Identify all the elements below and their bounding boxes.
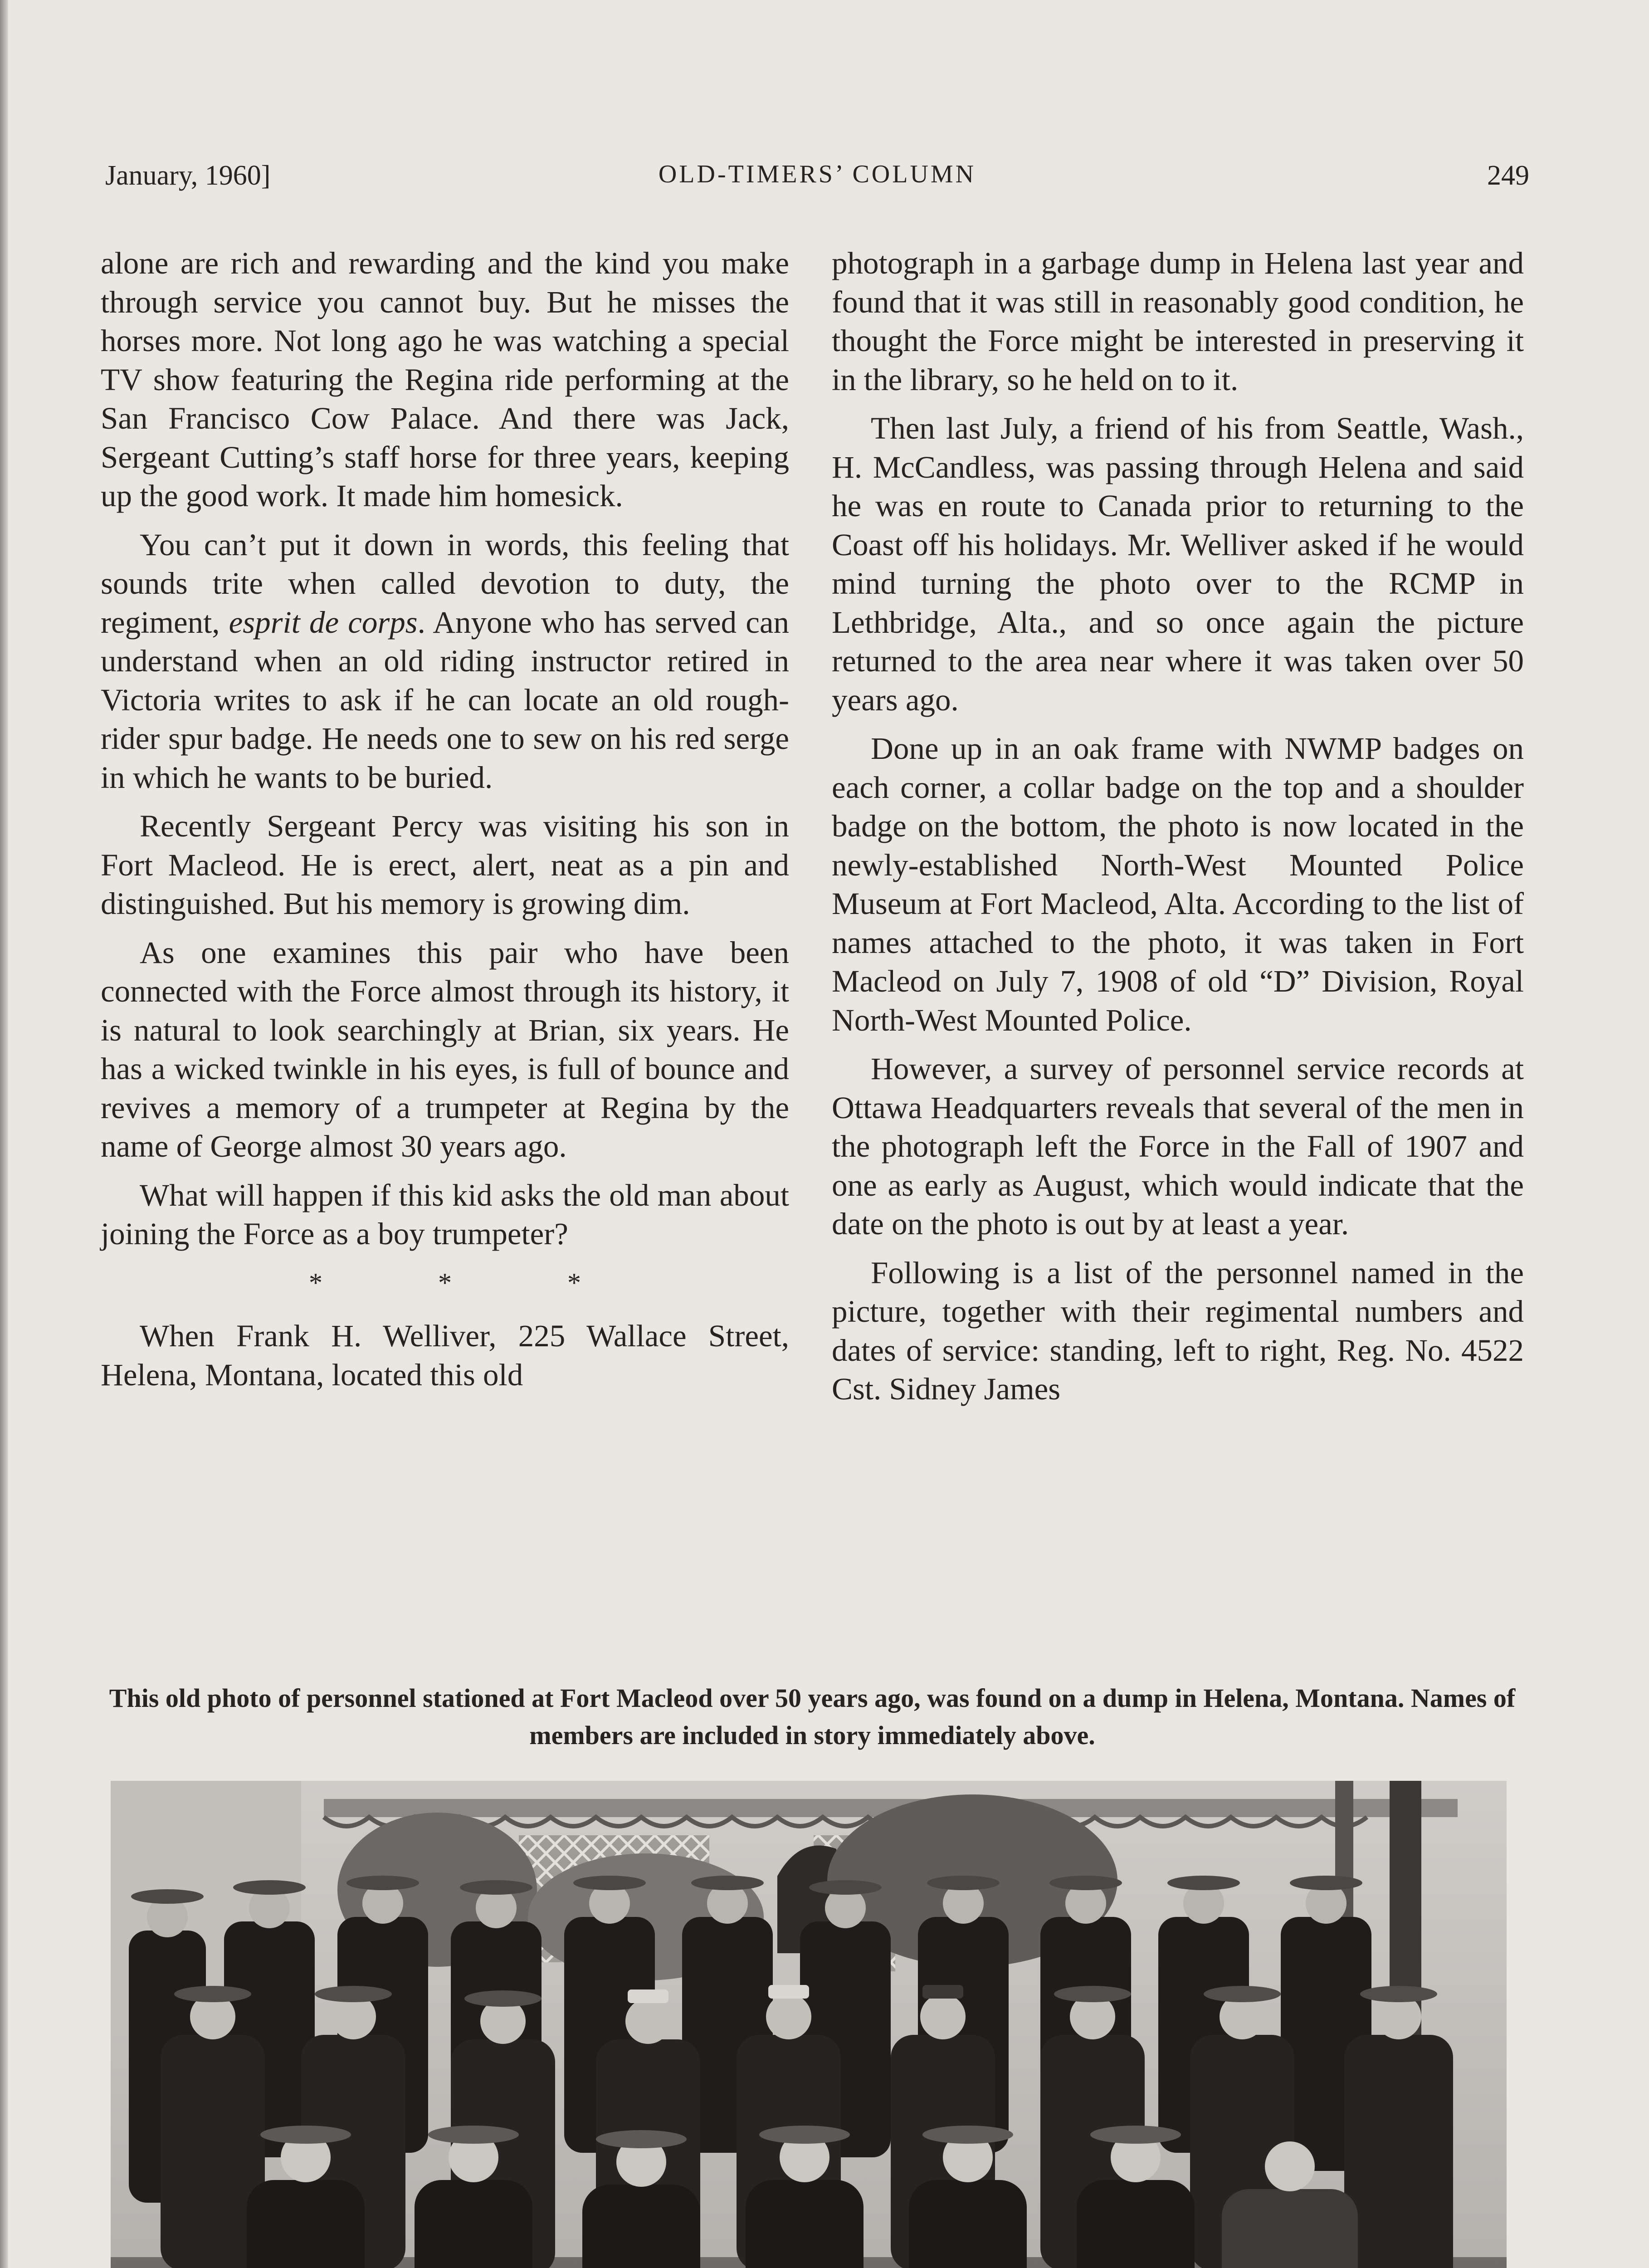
paragraph: alone are rich and rewarding and the kind you make through service you cannot buy. But he misses the horses more. Not long ago he was watching a special TV show featuring the Regina ride performing at the San Francisco Cow Palace. And there was Jack, Sergeant Cutting’s staff horse for three years, keeping up the good work. It made him homesick. xyxy=(101,246,789,513)
paragraph-text: . Anyone who has served can understand when an old riding instructor retired in Victoria writes to ask if he can locate an old rough-rider spur badge. He needs one to sew on his red serge in which he wants to be buried. xyxy=(101,605,789,795)
section-separator: * * * xyxy=(309,1267,635,1298)
paragraph: As one examines this pair who have been connected with the Force almost through its history, it is natural to look searchingly at Brian, six years. He has a wicked twinkle in his eyes, is full of bounce and revives a memory of a trumpeter at Regina by the name of George almost 30 years ago. xyxy=(101,935,789,1163)
page-number: 249 xyxy=(1487,160,1529,191)
paragraph: Done up in an oak frame with NWMP badges on each corner, a collar badge on the top and a shoulder badge on the bottom, the photo is now located in the newly-established North-West Mounted Police Museum at Fort Macleod, Alta. According to the list of names attached to the photo, it was taken in Fort Macleod on July 7, 1908 of old “D” Division, Royal North-West Mounted Police. xyxy=(832,731,1524,1037)
paragraph: photograph in a garbage dump in Helena last year and found that it was still in reasonably good condition, he thought the Force might be interested in preserving it in the library, so he held on to it. xyxy=(832,246,1524,397)
paragraph xyxy=(101,526,789,797)
paragraph: When Frank H. Welliver, 225 Wallace Street, Helena, Montana, located this old xyxy=(101,1319,789,1392)
right-column xyxy=(832,244,1524,1419)
left-column xyxy=(101,244,789,1404)
paragraph: Following is a list of the personnel named in the picture, together with their regimental numbers and dates of service: standing, left to right, Reg. No. 4522 Cst. Sidney James xyxy=(832,1255,1524,1406)
group-photograph xyxy=(111,1781,1507,2268)
paragraph: However, a survey of personnel service records at Ottawa Headquarters reveals that several of the men in the photograph left the Force in the Fall of 1907 and one as early as August, which would indicate that the date on the photo is out by at least a year. xyxy=(832,1051,1524,1241)
photo-caption: This old photo of personnel stationed at Fort Macleod over 50 years ago, was found on a dump in Helena, Montana. Names of members are included in story immediately above. xyxy=(109,1683,1516,1750)
group-photo-illustration xyxy=(111,1781,1507,2268)
issue-date: January, 1960] xyxy=(105,160,271,191)
paragraph: What will happen if this kid asks the old man about joining the Force as a boy trumpeter? xyxy=(101,1178,789,1251)
paragraph: Recently Sergeant Percy was visiting his son in Fort Macleod. He is erect, alert, neat as a pin and distinguished. But his memory is growing dim. xyxy=(101,809,789,921)
paragraph: Then last July, a friend of his from Seattle, Wash., H. McCandless, was passing through Helena and said he was en route to Canada prior to returning to the Coast off his holidays. Mr. Welliver asked if he would mind turning the photo over to the RCMP in Lethbridge, Alta., and so once again the picture returned to the area near where it was taken over 50 years ago. xyxy=(832,411,1524,717)
emphasis-text: esprit de corps xyxy=(229,605,418,640)
page-binding-shadow xyxy=(0,0,8,2268)
section-title: OLD-TIMERS’ COLUMN xyxy=(658,160,976,188)
paragraph-text: You can’t put it down in words, this feeling that sounds trite when called devotion to duty, the regiment, xyxy=(101,527,789,640)
running-header xyxy=(105,160,1529,214)
